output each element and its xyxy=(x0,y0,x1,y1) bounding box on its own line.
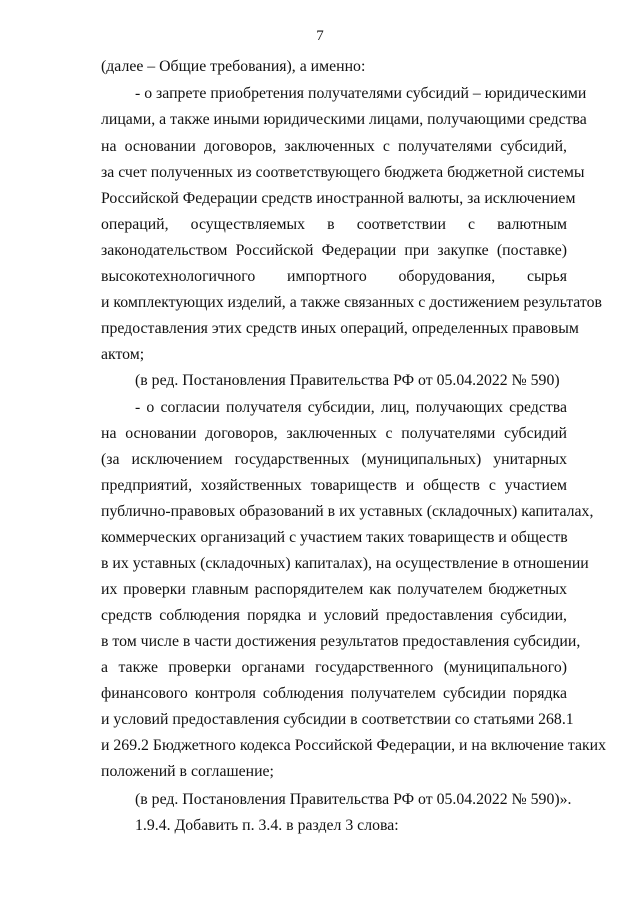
text-line: предприятий, хозяйственных товариществ и обществ с участием xyxy=(101,477,567,494)
text-line: актом; xyxy=(101,346,145,363)
text-line: коммерческих организаций с участием таких товариществ и обществ xyxy=(101,529,568,546)
text-line: (далее – Общие требования), а именно: xyxy=(101,58,366,75)
text-line: и 269.2 Бюджетного кодекса Российской Федерации, и на включение таких xyxy=(101,737,607,754)
text-line: в том числе в части достижения результатов предоставления субсидии, xyxy=(101,633,581,650)
text-line: предоставления этих средств иных операций, определенных правовым xyxy=(101,320,579,337)
text-line: и комплектующих изделий, а также связанных с достижением результатов xyxy=(101,294,602,311)
edition-note: (в ред. Постановления Правительства РФ от 05.04.2022 № 590)». xyxy=(135,791,572,808)
text-line: лицами, а также иными юридическими лицами, получающими средства xyxy=(101,111,587,128)
text-line: на основании договоров, заключенных с получателями субсидий xyxy=(101,425,567,442)
text-line: за счет полученных из соответствующего бюджета бюджетной системы xyxy=(101,164,585,181)
text-line: положений в соглашение; xyxy=(101,763,274,780)
text-line: средств соблюдения порядка и условий предоставления субсидии, xyxy=(101,607,567,624)
text-line: Российской Федерации средств иностранной валюты, за исключением xyxy=(101,190,576,207)
text-line: операций, осуществляемых в соответствии с валютным xyxy=(101,216,567,233)
text-line: - о согласии получателя субсидии, лиц, получающих средства xyxy=(135,399,567,416)
text-line: 1.9.4. Добавить п. 3.4. в раздел 3 слова: xyxy=(135,817,399,834)
text-line: публично-правовых образований в их уставных (складочных) капиталах, xyxy=(101,503,594,520)
page-number: 7 xyxy=(316,28,324,44)
text-line: на основании договоров, заключенных с получателями субсидий, xyxy=(101,138,567,155)
text-line: - о запрете приобретения получателями субсидий – юридическими xyxy=(135,85,587,102)
text-line: в их уставных (складочных) капиталах), на осуществление в отношении xyxy=(101,555,589,572)
edition-note: (в ред. Постановления Правительства РФ от 05.04.2022 № 590) xyxy=(135,372,560,389)
text-line: высокотехнологичного импортного оборудования, сырья xyxy=(101,268,567,285)
text-line: их проверки главным распорядителем как получателем бюджетных xyxy=(101,581,567,598)
text-line: финансового контроля соблюдения получателем субсидии порядка xyxy=(101,685,567,702)
text-line: а также проверки органами государственного (муниципального) xyxy=(101,659,567,676)
text-line: и условий предоставления субсидии в соответствии со статьями 268.1 xyxy=(101,711,574,728)
text-line: законодательством Российской Федерации при закупке (поставке) xyxy=(101,242,567,259)
text-line: (за исключением государственных (муниципальных) унитарных xyxy=(101,451,567,468)
